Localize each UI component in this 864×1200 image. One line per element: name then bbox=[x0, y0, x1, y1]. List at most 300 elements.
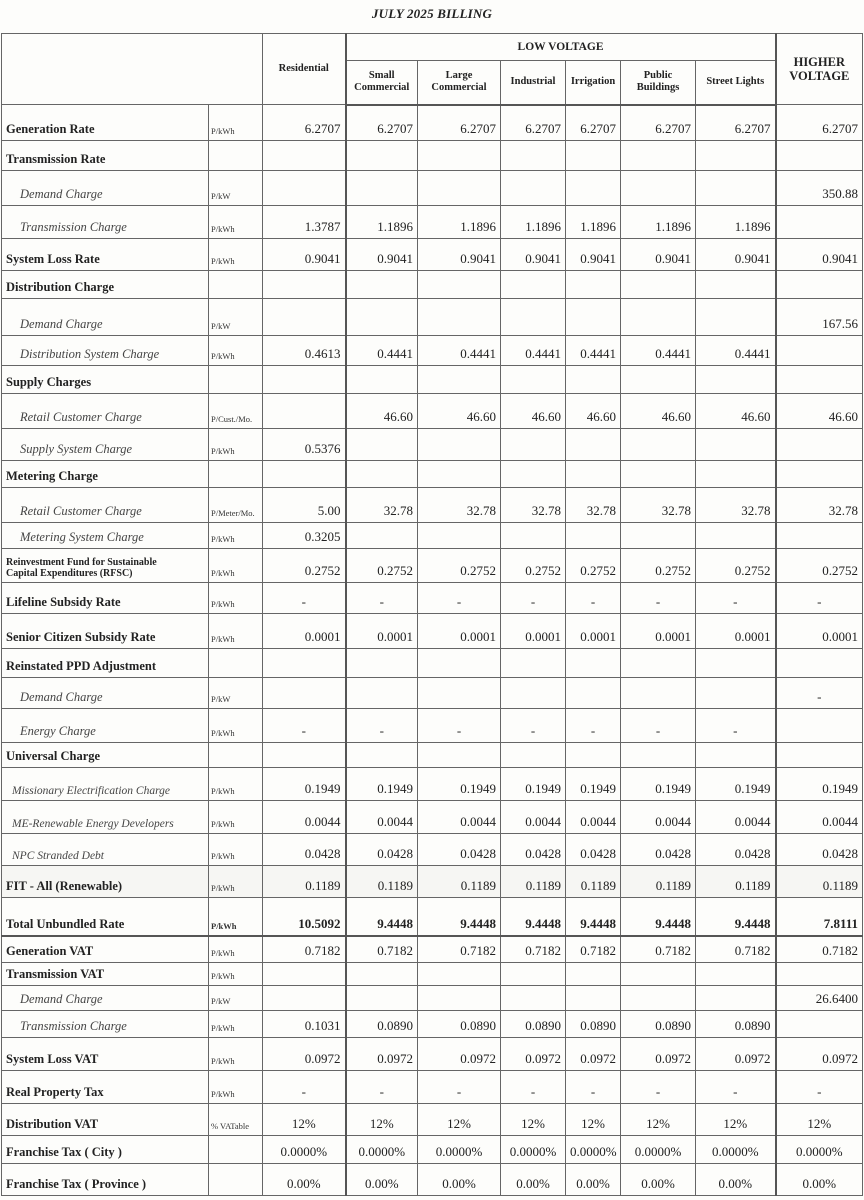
rate-cell: 0.4441 bbox=[696, 336, 776, 366]
rate-cell bbox=[418, 523, 501, 549]
row-unit: P/kWh bbox=[209, 834, 263, 866]
rate-cell bbox=[696, 299, 776, 336]
row-label-text: Total Unbundled Rate bbox=[6, 916, 125, 931]
rate-cell: 0.2752 bbox=[263, 549, 346, 583]
rate-cell bbox=[621, 461, 696, 488]
rate-cell bbox=[696, 461, 776, 488]
rate-cell: 0.2752 bbox=[621, 549, 696, 583]
row-label bbox=[2, 141, 209, 171]
row-label bbox=[2, 1038, 209, 1071]
rate-cell bbox=[418, 141, 501, 171]
row-label bbox=[2, 488, 209, 523]
table-row bbox=[2, 299, 863, 336]
table-row bbox=[2, 171, 863, 206]
header-line2: Commercial bbox=[431, 82, 487, 94]
rate-cell: - bbox=[696, 1071, 776, 1104]
rate-cell bbox=[776, 366, 863, 394]
rate-cell bbox=[501, 141, 566, 171]
row-label-text: Distribution System Charge bbox=[20, 347, 160, 361]
rate-cell bbox=[501, 299, 566, 336]
row-unit: P/kWh bbox=[209, 549, 263, 583]
table-row bbox=[2, 743, 863, 768]
rate-cell bbox=[418, 743, 501, 768]
row-label-text: Transmission VAT bbox=[6, 967, 105, 981]
rate-cell bbox=[776, 649, 863, 678]
rate-cell: - bbox=[621, 583, 696, 614]
rate-cell: 0.0001 bbox=[346, 614, 418, 649]
table-row bbox=[2, 206, 863, 239]
rate-cell: 0.2752 bbox=[418, 549, 501, 583]
higher-voltage-line2: VOLTAGE bbox=[789, 69, 850, 83]
row-unit: P/kWh bbox=[209, 239, 263, 271]
header-line1: Small bbox=[368, 70, 395, 82]
rate-cell: 0.0044 bbox=[501, 801, 566, 834]
rate-cell: 10.5092 bbox=[263, 898, 346, 936]
rate-cell: 1.1896 bbox=[346, 206, 418, 239]
rate-cell: - bbox=[501, 583, 566, 614]
rate-cell: 0.5376 bbox=[263, 429, 346, 461]
rate-cell: 12% bbox=[418, 1104, 501, 1136]
rate-cell: 1.1896 bbox=[621, 206, 696, 239]
rate-cell: 9.4448 bbox=[346, 898, 418, 936]
rate-cell bbox=[501, 963, 566, 986]
row-unit: P/kWh bbox=[209, 801, 263, 834]
row-label-text: Supply System Charge bbox=[20, 442, 133, 456]
rate-cell: 0.2752 bbox=[501, 549, 566, 583]
rate-cell bbox=[776, 271, 863, 299]
rate-cell: 0.3205 bbox=[263, 523, 346, 549]
rate-cell: 0.4441 bbox=[621, 336, 696, 366]
row-label-text: Demand Charge bbox=[20, 317, 103, 331]
rate-cell: 6.2707 bbox=[501, 105, 566, 141]
rate-cell: 0.0428 bbox=[696, 834, 776, 866]
table-row bbox=[2, 549, 863, 583]
rate-cell: 0.1189 bbox=[776, 866, 863, 898]
row-label-text: Reinstated PPD Adjustment bbox=[6, 659, 156, 673]
rate-cell: 0.1189 bbox=[418, 866, 501, 898]
table-row bbox=[2, 1104, 863, 1136]
rate-cell bbox=[566, 171, 621, 206]
rate-cell: 12% bbox=[346, 1104, 418, 1136]
rate-cell: 0.9041 bbox=[501, 239, 566, 271]
rate-cell: 0.9041 bbox=[696, 239, 776, 271]
rate-cell: 0.0972 bbox=[696, 1038, 776, 1071]
rate-cell bbox=[263, 366, 346, 394]
rate-cell: 0.0972 bbox=[501, 1038, 566, 1071]
page-title: JULY 2025 BILLING bbox=[371, 6, 493, 21]
rate-cell bbox=[346, 678, 418, 709]
rate-cell: 0.0890 bbox=[418, 1011, 501, 1038]
row-label bbox=[2, 461, 209, 488]
rate-cell: 0.0428 bbox=[501, 834, 566, 866]
rate-cell: 0.0044 bbox=[621, 801, 696, 834]
rate-cell: 0.1949 bbox=[418, 768, 501, 801]
rate-cell: 46.60 bbox=[418, 394, 501, 429]
rate-cell: 0.1949 bbox=[621, 768, 696, 801]
rate-cell: - bbox=[776, 583, 863, 614]
rate-cell: 0.0001 bbox=[263, 614, 346, 649]
table-row bbox=[2, 1071, 863, 1104]
rate-cell: - bbox=[501, 709, 566, 743]
row-label bbox=[2, 394, 209, 429]
rate-cell: 0.0428 bbox=[346, 834, 418, 866]
rate-cell: - bbox=[418, 709, 501, 743]
table-row bbox=[2, 366, 863, 394]
rate-cell bbox=[776, 1011, 863, 1038]
rate-cell bbox=[501, 743, 566, 768]
table-row bbox=[2, 336, 863, 366]
row-unit bbox=[209, 271, 263, 299]
row-label-text: Distribution VAT bbox=[6, 1117, 99, 1131]
row-label bbox=[2, 936, 209, 963]
row-unit: P/Meter/Mo. bbox=[209, 488, 263, 523]
rate-cell bbox=[696, 271, 776, 299]
rate-cell: 0.0428 bbox=[776, 834, 863, 866]
rate-cell: 1.1896 bbox=[566, 206, 621, 239]
table-row bbox=[2, 709, 863, 743]
rate-cell: 0.9041 bbox=[418, 239, 501, 271]
row-label bbox=[2, 366, 209, 394]
rate-cell: 0.1189 bbox=[501, 866, 566, 898]
rate-cell: 0.00% bbox=[418, 1164, 501, 1196]
row-label-text: Supply Charges bbox=[6, 375, 92, 389]
header-line1: Industrial bbox=[510, 76, 556, 88]
row-unit: P/kWh bbox=[209, 1071, 263, 1104]
row-label-text: Generation Rate bbox=[6, 122, 95, 136]
rate-cell bbox=[501, 461, 566, 488]
rate-cell: 0.1189 bbox=[346, 866, 418, 898]
rate-cell: - bbox=[346, 709, 418, 743]
rate-cell: 0.7182 bbox=[776, 936, 863, 963]
rate-cell: 0.0001 bbox=[418, 614, 501, 649]
table-row bbox=[2, 141, 863, 171]
row-label bbox=[2, 549, 209, 583]
row-unit: P/kWh bbox=[209, 336, 263, 366]
rate-cell: 9.4448 bbox=[566, 898, 621, 936]
row-label bbox=[2, 898, 209, 936]
row-label bbox=[2, 963, 209, 986]
rate-cell: 1.1896 bbox=[418, 206, 501, 239]
rate-cell: 12% bbox=[501, 1104, 566, 1136]
rate-cell: 0.0044 bbox=[566, 801, 621, 834]
row-unit: P/kWh bbox=[209, 105, 263, 141]
rate-cell bbox=[696, 523, 776, 549]
rate-cell: 0.0972 bbox=[776, 1038, 863, 1071]
table-row bbox=[2, 271, 863, 299]
table-row bbox=[2, 105, 863, 141]
rate-cell bbox=[776, 743, 863, 768]
row-label-text: Metering System Charge bbox=[20, 530, 144, 544]
row-label-text: Franchise Tax ( City ) bbox=[6, 1145, 122, 1159]
row-unit bbox=[209, 1136, 263, 1164]
row-unit: P/kWh bbox=[209, 1038, 263, 1071]
row-label-text: Demand Charge bbox=[20, 187, 103, 201]
rate-cell bbox=[501, 429, 566, 461]
rate-cell bbox=[263, 963, 346, 986]
rate-cell bbox=[346, 299, 418, 336]
table-row bbox=[2, 429, 863, 461]
rate-cell: 0.1189 bbox=[621, 866, 696, 898]
rate-cell: - bbox=[346, 583, 418, 614]
rate-cell: 0.1949 bbox=[566, 768, 621, 801]
rate-cell bbox=[566, 678, 621, 709]
row-unit: P/kWh bbox=[209, 898, 263, 936]
rate-cell: 0.4613 bbox=[263, 336, 346, 366]
table-row bbox=[2, 1136, 863, 1164]
rate-cell bbox=[621, 678, 696, 709]
rate-cell: 6.2707 bbox=[776, 105, 863, 141]
row-label bbox=[2, 801, 209, 834]
row-label bbox=[2, 768, 209, 801]
table-row bbox=[2, 768, 863, 801]
rate-cell: 350.88 bbox=[776, 171, 863, 206]
rate-cell bbox=[696, 678, 776, 709]
rate-cell: 32.78 bbox=[621, 488, 696, 523]
rate-cell bbox=[501, 366, 566, 394]
rate-cell bbox=[346, 649, 418, 678]
rate-cell: 0.4441 bbox=[501, 336, 566, 366]
rate-cell: - bbox=[263, 1071, 346, 1104]
rate-cell: 0.0890 bbox=[346, 1011, 418, 1038]
row-label bbox=[2, 1071, 209, 1104]
row-label-text: Energy Charge bbox=[20, 724, 96, 738]
row-unit: P/kWh bbox=[209, 583, 263, 614]
rate-cell bbox=[346, 963, 418, 986]
rate-cell: 0.9041 bbox=[621, 239, 696, 271]
rate-cell: 9.4448 bbox=[418, 898, 501, 936]
rate-cell bbox=[418, 299, 501, 336]
rate-cell: 0.0000% bbox=[621, 1136, 696, 1164]
rate-cell: 0.9041 bbox=[263, 239, 346, 271]
rate-cell: 0.0972 bbox=[621, 1038, 696, 1071]
row-unit: % VATable bbox=[209, 1104, 263, 1136]
rate-cell bbox=[346, 523, 418, 549]
table-row bbox=[2, 963, 863, 986]
row-unit: P/kW bbox=[209, 171, 263, 206]
rate-cell: 0.0000% bbox=[418, 1136, 501, 1164]
rate-cell: - bbox=[566, 583, 621, 614]
header-col-large-commercial bbox=[418, 61, 501, 105]
row-label bbox=[2, 105, 209, 141]
row-label-text: ME-Renewable Energy Developers bbox=[12, 818, 174, 830]
rate-cell: 5.00 bbox=[263, 488, 346, 523]
rate-cell: 0.00% bbox=[346, 1164, 418, 1196]
row-unit: P/kW bbox=[209, 986, 263, 1011]
rate-cell: 0.1949 bbox=[346, 768, 418, 801]
rate-cell bbox=[346, 141, 418, 171]
rate-cell: 6.2707 bbox=[263, 105, 346, 141]
rate-cell bbox=[501, 271, 566, 299]
rate-cell bbox=[263, 141, 346, 171]
row-unit bbox=[209, 1164, 263, 1196]
rate-cell: 0.1949 bbox=[776, 768, 863, 801]
rate-cell: 0.0044 bbox=[346, 801, 418, 834]
row-label-text: FIT - All (Renewable) bbox=[6, 879, 123, 893]
row-label bbox=[2, 206, 209, 239]
rate-cell: - bbox=[346, 1071, 418, 1104]
header-col-public-buildings bbox=[621, 61, 696, 105]
rate-cell: 32.78 bbox=[418, 488, 501, 523]
rate-cell: 0.00% bbox=[501, 1164, 566, 1196]
rate-cell bbox=[263, 271, 346, 299]
rate-cell: 0.0890 bbox=[621, 1011, 696, 1038]
rate-cell: 1.1896 bbox=[696, 206, 776, 239]
rate-cell: 0.0044 bbox=[263, 801, 346, 834]
rate-cell: 0.0972 bbox=[263, 1038, 346, 1071]
rate-cell bbox=[776, 429, 863, 461]
rate-cell bbox=[776, 709, 863, 743]
table-row bbox=[2, 461, 863, 488]
rate-cell: 0.1031 bbox=[263, 1011, 346, 1038]
header-col-irrigation bbox=[566, 61, 621, 105]
rate-cell bbox=[263, 986, 346, 1011]
rate-cell: 6.2707 bbox=[696, 105, 776, 141]
table-row bbox=[2, 523, 863, 549]
rate-cell bbox=[566, 429, 621, 461]
rate-cell: - bbox=[418, 583, 501, 614]
rate-cell: 0.0001 bbox=[621, 614, 696, 649]
header-residential: Residential bbox=[263, 34, 346, 105]
table-row bbox=[2, 649, 863, 678]
rate-cell: 1.1896 bbox=[501, 206, 566, 239]
header-blank bbox=[2, 34, 263, 105]
rate-cell bbox=[418, 271, 501, 299]
higher-voltage-line1: HIGHER bbox=[793, 55, 845, 69]
rate-cell: 0.0001 bbox=[566, 614, 621, 649]
rate-cell: 32.78 bbox=[566, 488, 621, 523]
rate-cell bbox=[776, 141, 863, 171]
rate-cell bbox=[263, 678, 346, 709]
rate-cell: 1.3787 bbox=[263, 206, 346, 239]
row-label bbox=[2, 709, 209, 743]
rate-cell bbox=[621, 523, 696, 549]
row-unit bbox=[209, 366, 263, 394]
rate-cell bbox=[566, 523, 621, 549]
rate-cell bbox=[346, 743, 418, 768]
rate-cell: - bbox=[696, 583, 776, 614]
rate-cell: 0.0000% bbox=[346, 1136, 418, 1164]
header-higher-voltage bbox=[776, 34, 863, 105]
row-label bbox=[2, 866, 209, 898]
rate-cell: 0.7182 bbox=[566, 936, 621, 963]
rate-cell bbox=[346, 461, 418, 488]
rate-cell bbox=[418, 429, 501, 461]
rate-cell: 12% bbox=[621, 1104, 696, 1136]
row-label-text: Universal Charge bbox=[6, 749, 101, 763]
row-label bbox=[2, 649, 209, 678]
table-row bbox=[2, 801, 863, 834]
rate-cell bbox=[566, 271, 621, 299]
rate-cell bbox=[696, 649, 776, 678]
rate-cell bbox=[346, 986, 418, 1011]
rate-cell: 32.78 bbox=[696, 488, 776, 523]
rate-cell: 0.7182 bbox=[346, 936, 418, 963]
rate-cell: 46.60 bbox=[501, 394, 566, 429]
rate-cell: 0.1949 bbox=[501, 768, 566, 801]
row-unit: P/kWh bbox=[209, 614, 263, 649]
rate-cell bbox=[566, 366, 621, 394]
rate-cell bbox=[566, 743, 621, 768]
rate-cell bbox=[263, 649, 346, 678]
rate-cell bbox=[501, 678, 566, 709]
row-unit: P/kWh bbox=[209, 206, 263, 239]
rate-cell: 0.00% bbox=[776, 1164, 863, 1196]
rate-cell: 0.0890 bbox=[501, 1011, 566, 1038]
rate-cell bbox=[346, 366, 418, 394]
rate-cell bbox=[263, 743, 346, 768]
row-unit bbox=[209, 141, 263, 171]
rate-cell: 9.4448 bbox=[696, 898, 776, 936]
row-label bbox=[2, 834, 209, 866]
rate-cell: 46.60 bbox=[346, 394, 418, 429]
row-label bbox=[2, 299, 209, 336]
row-label-text: Real Property Tax bbox=[6, 1085, 104, 1099]
rate-cell bbox=[263, 299, 346, 336]
rate-cell: 0.0044 bbox=[418, 801, 501, 834]
row-unit bbox=[209, 461, 263, 488]
rate-cell bbox=[776, 523, 863, 549]
rate-cell: - bbox=[566, 709, 621, 743]
rate-cell bbox=[621, 299, 696, 336]
row-label bbox=[2, 429, 209, 461]
rate-cell: 0.4441 bbox=[346, 336, 418, 366]
row-unit: P/kWh bbox=[209, 709, 263, 743]
row-label bbox=[2, 171, 209, 206]
rate-cell: 6.2707 bbox=[621, 105, 696, 141]
rate-cell: 0.2752 bbox=[696, 549, 776, 583]
row-unit: P/kWh bbox=[209, 963, 263, 986]
rate-cell: 0.0000% bbox=[696, 1136, 776, 1164]
rate-cell: 0.00% bbox=[263, 1164, 346, 1196]
rate-cell bbox=[621, 271, 696, 299]
row-label-text: Transmission Charge bbox=[20, 220, 127, 234]
rate-cell: 0.0890 bbox=[566, 1011, 621, 1038]
row-label-text: NPC Stranded Debt bbox=[12, 850, 104, 862]
row-label bbox=[2, 1136, 209, 1164]
row-label-text: Franchise Tax ( Province ) bbox=[6, 1177, 147, 1191]
rate-cell bbox=[621, 986, 696, 1011]
rate-cell: 0.9041 bbox=[566, 239, 621, 271]
rate-cell: - bbox=[566, 1071, 621, 1104]
rate-cell bbox=[263, 461, 346, 488]
header-line1: Street Lights bbox=[706, 76, 765, 88]
rate-cell bbox=[346, 171, 418, 206]
row-unit: P/Cust./Mo. bbox=[209, 394, 263, 429]
rate-cell: 0.0000% bbox=[566, 1136, 621, 1164]
rate-cell bbox=[566, 963, 621, 986]
row-label-text: Retail Customer Charge bbox=[20, 410, 142, 424]
table-row bbox=[2, 1038, 863, 1071]
rate-cell bbox=[501, 649, 566, 678]
row-label-text: Distribution Charge bbox=[6, 280, 114, 294]
table-row bbox=[2, 834, 863, 866]
rate-cell: 12% bbox=[263, 1104, 346, 1136]
rate-cell: 6.2707 bbox=[418, 105, 501, 141]
row-label bbox=[2, 1104, 209, 1136]
rate-cell: 0.1189 bbox=[263, 866, 346, 898]
rate-cell: 0.00% bbox=[621, 1164, 696, 1196]
row-label bbox=[2, 743, 209, 768]
row-label-text-2: Capital Expenditures (RFSC) bbox=[6, 568, 133, 579]
billing-rate-table bbox=[1, 33, 863, 1196]
rate-cell: - bbox=[418, 1071, 501, 1104]
rate-cell bbox=[696, 743, 776, 768]
rate-cell: 32.78 bbox=[501, 488, 566, 523]
table-row bbox=[2, 614, 863, 649]
rate-cell: 0.1189 bbox=[566, 866, 621, 898]
row-label-text: Missionary Electrification Charge bbox=[12, 785, 171, 797]
rate-cell: 0.7182 bbox=[501, 936, 566, 963]
